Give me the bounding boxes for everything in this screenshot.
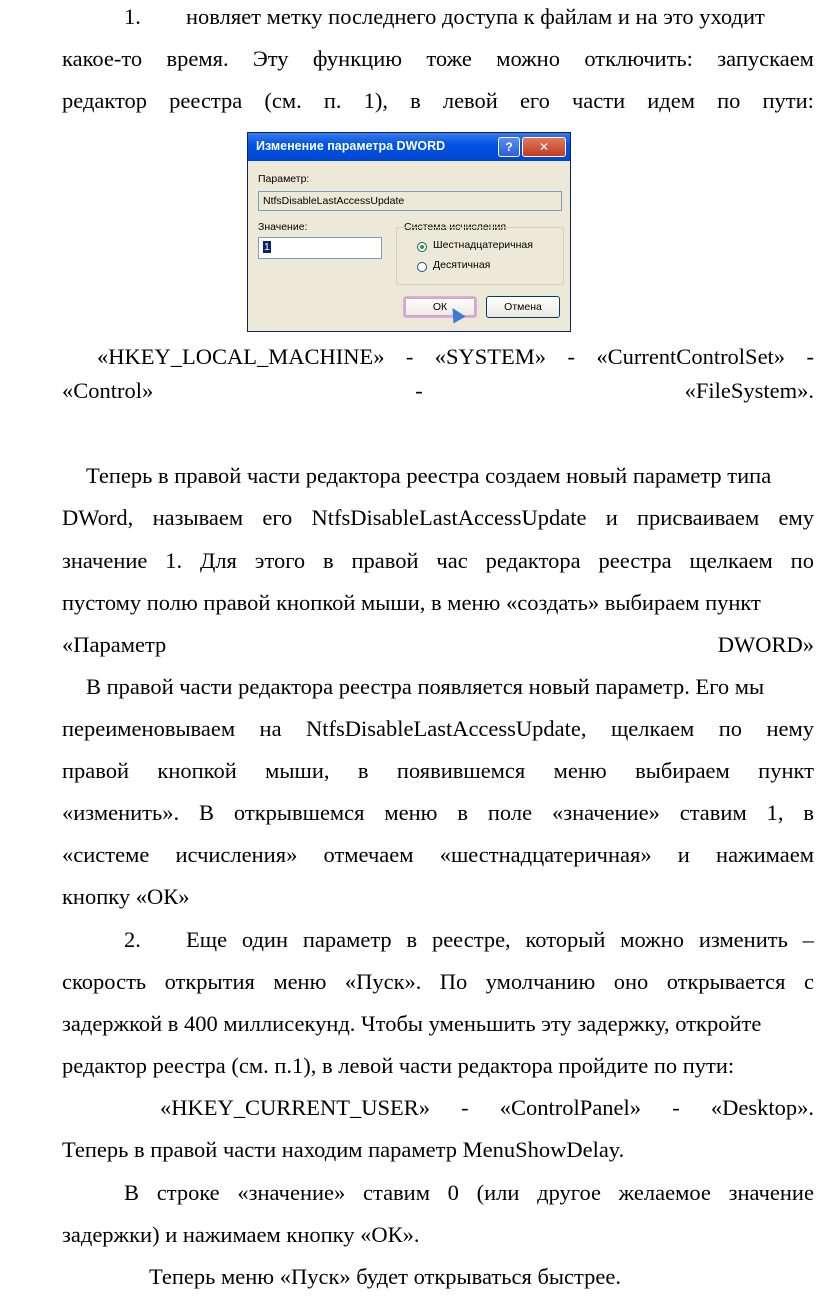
word: в: [457, 800, 468, 825]
text-line: кнопку «ОК»: [62, 884, 190, 909]
text-line: новляет метку последнего доступа к файлам и на это уходит: [186, 4, 765, 29]
word: щелкаем: [689, 548, 773, 573]
word: «FileSystem».: [684, 378, 814, 403]
word: ему: [778, 505, 814, 530]
word: умолчанию: [485, 969, 596, 994]
word: В: [124, 1180, 140, 1205]
word: в: [803, 800, 814, 825]
word: по: [790, 548, 814, 573]
dword-dialog: [247, 132, 571, 332]
word: параметр: [302, 927, 392, 952]
param-label: Параметр:: [258, 173, 310, 185]
word: нажимаем: [716, 842, 814, 867]
word: «Desktop».: [710, 1095, 814, 1120]
word: -: [567, 344, 575, 369]
param-name-field: NtfsDisableLastAccessUpdate: [258, 191, 562, 211]
word: 0: [447, 1180, 459, 1205]
word: –: [802, 927, 814, 952]
radio-dec[interactable]: [417, 262, 427, 272]
word: (см.: [264, 88, 302, 113]
word: пути:: [762, 88, 814, 113]
word: ставим: [362, 1180, 430, 1205]
justified-line: [186, 926, 814, 954]
word: реестре,: [431, 927, 511, 952]
word: (или: [476, 1180, 520, 1205]
word: можно: [620, 927, 685, 952]
word: присваиваем: [637, 505, 760, 530]
justified-line: [62, 504, 814, 532]
word: пункт: [758, 758, 814, 783]
word: открытия: [164, 969, 255, 994]
word: «Пуск».: [344, 969, 422, 994]
text-line: Теперь в правой части находим параметр MenuShowDelay.: [62, 1137, 625, 1162]
word: мыши,: [265, 758, 330, 783]
word: «SYSTEM»: [434, 344, 547, 369]
word: и: [677, 842, 690, 867]
word: время.: [166, 46, 229, 71]
word: реестра: [598, 548, 672, 573]
text-line: редактор реестра (см. п.1), в левой части редактора пройдите по пути:: [62, 1053, 735, 1078]
text-line: Теперь меню «Пуск» будет открываться быстрее.: [149, 1264, 621, 1289]
word: -: [461, 1095, 469, 1120]
justified-line: [124, 1179, 814, 1207]
word: появившемся: [396, 758, 526, 783]
word: -: [672, 1095, 680, 1120]
text-line: пустому полю правой кнопкой мыши, в меню «создать» выбираем пункт: [62, 590, 761, 615]
justified-line: [62, 87, 814, 115]
word: щелкаем: [610, 716, 695, 741]
justified-line: [62, 377, 814, 405]
justified-line: [62, 631, 814, 659]
text-line: В правой части редактора реестра появляется новый параметр. Его мы: [86, 674, 765, 699]
word: значение: [728, 1180, 814, 1205]
word: правой: [351, 548, 419, 573]
word: «системе: [62, 842, 150, 867]
justified-line: [97, 343, 814, 371]
word: «ControlPanel»: [499, 1095, 642, 1120]
justified-line: [62, 547, 814, 575]
word: значение: [62, 548, 148, 573]
word: меню: [273, 969, 327, 994]
word: «Параметр: [62, 632, 167, 657]
word: его: [262, 505, 293, 530]
word: строке: [156, 1180, 220, 1205]
justified-line: [62, 757, 814, 785]
word: кнопкой: [157, 758, 237, 783]
word: который: [525, 927, 606, 952]
word: изменить: [698, 927, 788, 952]
word: ставим: [679, 800, 747, 825]
word: Для: [199, 548, 237, 573]
word: «HKEY_CURRENT_USER»: [160, 1095, 431, 1120]
word: исчисления»: [175, 842, 298, 867]
list-number-2: 2.: [124, 927, 141, 952]
word: «CurrentControlSet»: [596, 344, 786, 369]
word: другое: [537, 1180, 601, 1205]
word: меню: [553, 758, 607, 783]
word: 1.: [165, 548, 183, 573]
word: переименовываем: [62, 716, 236, 741]
value-text: 1: [264, 241, 270, 253]
word: можно: [496, 46, 560, 71]
word: нему: [766, 716, 814, 741]
word: идем: [647, 88, 695, 113]
word: один: [241, 927, 289, 952]
list-number-1: 1.: [124, 4, 141, 29]
word: какое-то: [62, 46, 143, 71]
word: называем: [152, 505, 244, 530]
justified-line: [62, 45, 814, 73]
word: этого: [254, 548, 306, 573]
text-line: задержки) и нажимаем кнопку «ОК».: [62, 1222, 420, 1247]
word: функцию: [312, 46, 403, 71]
word: левой: [442, 88, 498, 113]
word: редактор: [62, 88, 148, 113]
word: по: [718, 716, 743, 741]
word: 1),: [363, 88, 388, 113]
word: 1,: [766, 800, 784, 825]
word: реестра: [169, 88, 243, 113]
word: открывшемся: [233, 800, 365, 825]
word: желаемое: [618, 1180, 711, 1205]
word: -: [415, 378, 423, 403]
justified-line: [62, 968, 814, 996]
word: в: [410, 88, 421, 113]
word: отключить:: [584, 46, 693, 71]
close-button[interactable]: ✕: [522, 137, 566, 157]
dialog-title: Изменение параметра DWORD: [256, 139, 446, 153]
word: поле: [487, 800, 533, 825]
word: п.: [323, 88, 342, 113]
word: отмечаем: [323, 842, 414, 867]
word: «значение»: [551, 800, 660, 825]
word: час: [436, 548, 468, 573]
word: По: [439, 969, 468, 994]
word: «HKEY_LOCAL_MACHINE»: [97, 344, 385, 369]
word: тоже: [426, 46, 472, 71]
dialog-titlebar: [248, 133, 570, 161]
word: открывается: [666, 969, 786, 994]
word: NtfsDisableLastAccessUpdate: [311, 505, 587, 530]
word: по: [717, 88, 741, 113]
word: «значение»: [237, 1180, 346, 1205]
word: В: [199, 800, 215, 825]
word: с: [803, 969, 814, 994]
word: «изменить».: [62, 800, 180, 825]
word: редактора: [485, 548, 581, 573]
word: меню: [384, 800, 438, 825]
word: Эту: [252, 46, 289, 71]
text-line: задержкой в 400 миллисекунд. Чтобы уменьшить эту задержку, откройте: [62, 1011, 762, 1036]
word: оно: [613, 969, 649, 994]
word: в: [406, 927, 418, 952]
text-line: Теперь в правой части редактора реестра создаем новый параметр типа: [86, 463, 772, 488]
word: правой: [62, 758, 130, 783]
justified-line: [62, 841, 814, 869]
word: -: [806, 344, 814, 369]
word: -: [405, 344, 414, 369]
word: в: [357, 758, 369, 783]
radio-hex[interactable]: [417, 242, 427, 252]
word: на: [259, 716, 282, 741]
word: DWord,: [62, 505, 134, 530]
radio-dec-label: Десятичная: [433, 259, 491, 271]
word: DWORD»: [717, 632, 814, 657]
word: в: [323, 548, 334, 573]
justified-line: [62, 715, 814, 743]
word: NtfsDisableLastAccessUpdate,: [305, 716, 587, 741]
word: Еще: [186, 927, 228, 952]
word: выбираем: [635, 758, 730, 783]
radix-group: [396, 227, 564, 285]
word: его: [519, 88, 550, 113]
word: части: [571, 88, 626, 113]
justified-line: [160, 1094, 814, 1122]
radio-hex-label: Шестнадцатеричная: [433, 239, 533, 251]
word: скорость: [62, 969, 147, 994]
word: «Control»: [62, 378, 154, 403]
ok-button[interactable]: ОК: [403, 296, 477, 318]
radix-group-label: Система исчисления: [404, 221, 507, 233]
word: запускаем: [717, 46, 814, 71]
value-label: Значение:: [258, 221, 308, 233]
justified-line: [62, 799, 814, 827]
cancel-button[interactable]: Отмена: [486, 296, 560, 318]
word: и: [605, 505, 618, 530]
value-input[interactable]: [258, 237, 382, 259]
help-button[interactable]: ?: [498, 137, 520, 157]
word: «шестнадцатеричная»: [439, 842, 652, 867]
